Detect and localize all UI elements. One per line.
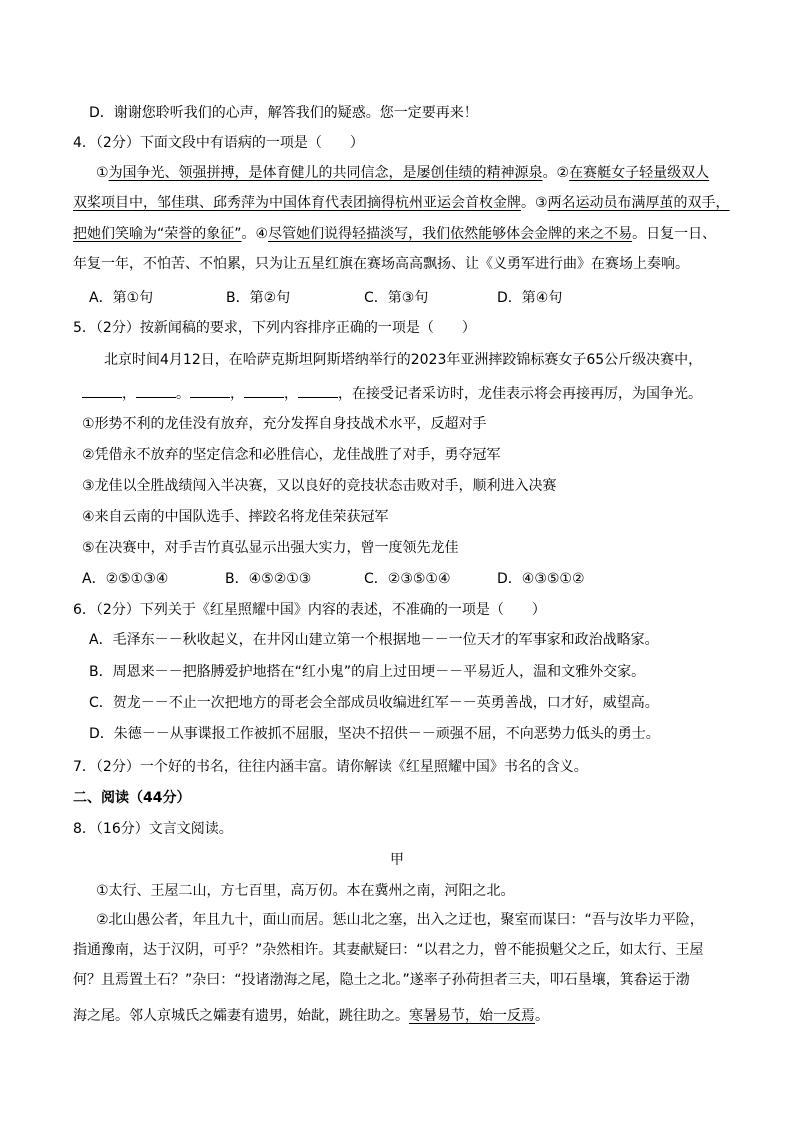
underlined-sentence-2: 在赛艇女子轻量级双人	[569, 165, 710, 181]
section-heading: 二、阅读（44分）	[73, 790, 191, 806]
q4-option-a: A．第①句	[89, 290, 154, 306]
text: 海之尾。邻人京城氏之孀妻有遗男，始龀，跳往助之。	[73, 1008, 409, 1024]
text: 。②	[542, 165, 570, 181]
q5-item: ①形势不利的龙佳没有放弃，充分发挥自身技战术水平，反超对手	[82, 416, 487, 432]
q4-option-c: C．第③句	[364, 290, 429, 306]
text: ①	[96, 165, 109, 181]
underlined-sentence-1: 为国争光、领强拼搏，是体育健儿的共同信念，是屡创佳绩的精神源泉	[108, 165, 543, 181]
underlined-sentence: 寒暑易节，始一反焉	[409, 1008, 535, 1024]
q5-blanks-line	[82, 383, 702, 403]
q5-item: ④来自云南的中国队选手、摔跤名将龙佳荣获冠军	[82, 509, 389, 525]
sep: ，	[230, 386, 244, 402]
q4-passage-line	[73, 225, 716, 243]
sep: 。	[176, 386, 190, 402]
blank	[244, 383, 284, 398]
q5-option-c: C．②③⑤①④	[364, 571, 451, 587]
blank	[190, 383, 230, 398]
q5-item: ②凭借永不放弃的坚定信念和必胜信心，龙佳战胜了对手，勇夺冠军	[82, 447, 501, 463]
q6-option-d: D．朱德－－从事谍报工作被抓不屈服，坚决不招供－－顽强不屈，不向恶势力低头的勇士。	[89, 726, 660, 742]
q5-option-b: B．④⑤②①③	[225, 571, 312, 587]
text: 。	[535, 1008, 549, 1024]
sep: ，	[122, 386, 136, 402]
q8-stem: 8．（16分）文言文阅读。	[73, 821, 233, 837]
q4-passage-line	[73, 194, 730, 212]
underlined-sentence-2: 双桨项目中，邹佳琪、邱秀萍为中国体育代表团摘得杭州亚运会首枚金牌	[73, 195, 521, 211]
q4-passage-line: 年复一年，不怕苦、不怕累，只为让五星红旗在赛场高高飘扬、让《义勇军进行曲》在赛场上奏响。	[73, 256, 689, 272]
q5-stem: 5．（2分）按新闻稿的要求，下列内容排序正确的一项是（ ）	[73, 320, 476, 336]
q3-option-d: D．谢谢您聆听我们的心声，解答我们的疑惑。您一定要再来！	[89, 105, 478, 121]
passage-para-2-line: 指通豫南，达于汉阴，可乎？”杂然相许。其妻献疑曰：“以君之力，曾不能损魁父之丘，如太行、王屋	[73, 942, 704, 958]
q4-passage-line	[96, 164, 709, 182]
text: 。③	[521, 195, 548, 211]
text: 。④	[241, 226, 269, 242]
q6-stem: 6．（2分）下列关于《红星照耀中国》内容的表述，不准确的一项是（ ）	[73, 602, 546, 618]
q5-intro: 北京时间4月12日，在哈萨克斯坦阿斯塔纳举行的2023年亚洲摔跤锦标赛女子65公斤级决赛中，	[104, 352, 703, 368]
q5-option-d: D．④③⑤①②	[497, 571, 585, 587]
blank	[136, 383, 176, 398]
text: ，在接受记者采访时，龙佳表示将会再接再厉，为国争光。	[338, 386, 702, 402]
passage-para-2-line: ②北山愚公者，年且九十，面山而居。惩山北之塞，出入之迂也，聚室而谋曰：“吾与汝毕力平险，	[96, 912, 704, 928]
passage-para-2-line: 何？且焉置土石？”杂曰：“投诸渤海之尾，隐土之北。”遂率子孙荷担者三夫，叩石垦壤，箕畚运于渤	[73, 972, 690, 988]
underlined-sentence-3: 把她们笑喻为“荣誉的象征”	[73, 226, 242, 242]
q4-option-b: B．第②句	[226, 290, 291, 306]
passage-title: 甲	[390, 852, 404, 868]
q4-stem: 4．（2分）下面文段中有语病的一项是（ ）	[73, 135, 364, 151]
blank	[82, 383, 122, 398]
passage-para-2-line	[73, 1007, 549, 1025]
q6-option-b: B．周恩来－－把胳膊爱护地搭在“红小鬼”的肩上过田埂－－平易近人，温和文雅外交家。	[89, 664, 646, 680]
blank	[298, 383, 338, 398]
underlined-sentence-3: 两名运动员布满厚茧的双手，	[547, 195, 730, 211]
q6-option-a: A．毛泽东－－秋收起义，在井冈山建立第一个根据地－－一位天才的军事家和政治战略家。	[89, 632, 659, 648]
underlined-sentence-4: 尽管她们说得轻描淡写，我们依然能够体会金牌的来之不易	[268, 226, 633, 242]
q5-item: ⑤在决赛中，对手吉竹真弘显示出强大实力，曾一度领先龙佳	[82, 540, 459, 556]
sep: ，	[284, 386, 298, 402]
q4-option-d: D．第④句	[497, 290, 563, 306]
q7-stem: 7．（2分）一个好的书名，往往内涵丰富。请你解读《红星照耀中国》书名的含义。	[73, 759, 588, 775]
passage-para-1: ①太行、王屋二山，方七百里，高万仞。本在冀州之南，河阳之北。	[96, 883, 515, 899]
q5-option-a: A．②⑤①③④	[82, 571, 169, 587]
q6-option-c: C．贺龙－－不止一次把地方的哥老会全部成员收编进红军－－英勇善战，口才好，威望高。	[89, 695, 659, 711]
text: 。日复一日、	[632, 226, 717, 242]
q5-item: ③龙佳以全胜战绩闯入半决赛，又以良好的竞技状态击败对手，顺利进入决赛	[82, 478, 557, 494]
